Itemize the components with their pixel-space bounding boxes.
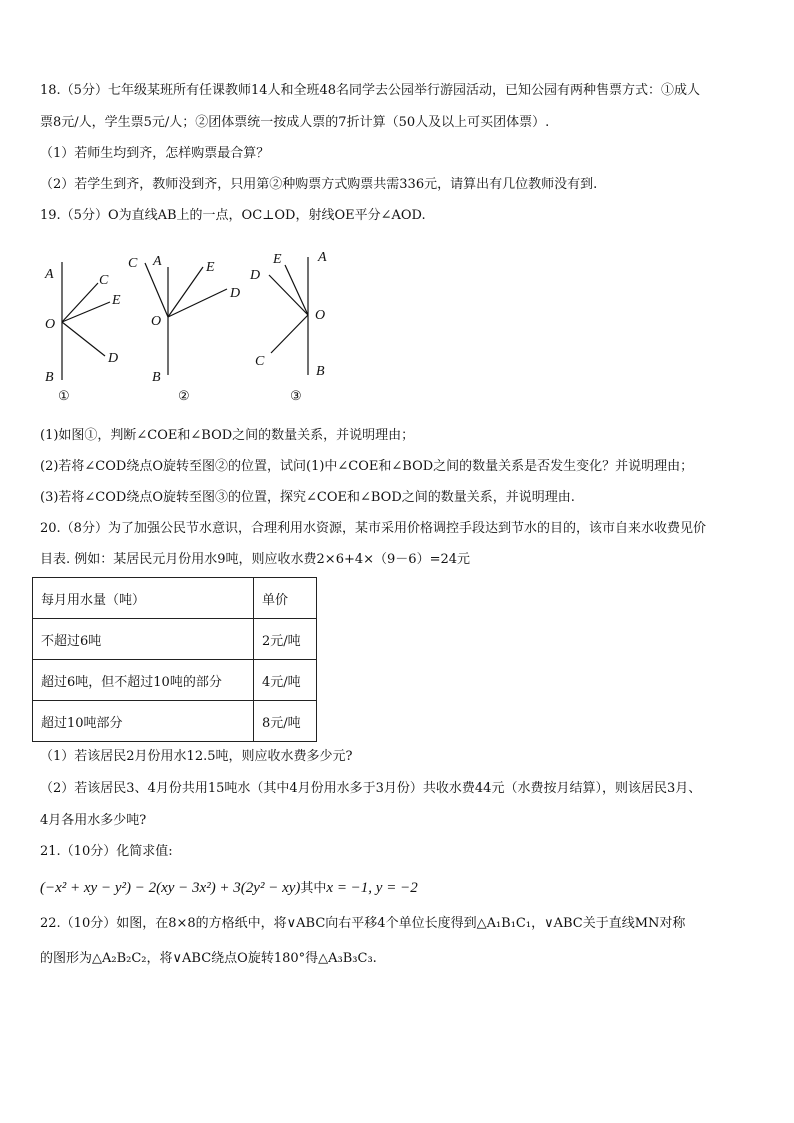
q22-line2: 的图形为△A₂B₂C₂，将∨ABC绕点O旋转180°得△A₃B₃C₃. bbox=[40, 951, 377, 966]
label-d: D bbox=[250, 268, 261, 283]
ray-od bbox=[168, 289, 227, 317]
ray-oc bbox=[145, 263, 168, 317]
figure-2 bbox=[120, 245, 260, 405]
label-c: C bbox=[128, 256, 138, 271]
label-d: D bbox=[108, 351, 119, 366]
q19-sub1: (1)如图①，判断∠COE和∠BOD之间的数量关系，并说明理由； bbox=[40, 428, 415, 443]
q20-line2: 目表. 例如：某居民元月份用水9吨，则应收水费2×6+4×（9－6）=24元 bbox=[40, 552, 471, 567]
usage-cell: 超过6吨，但不超过10吨的部分 bbox=[33, 660, 254, 701]
q21-cond-word: 其中 bbox=[300, 881, 327, 896]
q19-sub2: (2)若将∠COD绕点O旋转至图②的位置，试问(1)中∠COE和∠BOD之间的数量关系是否发生变化？并说明理由； bbox=[40, 459, 694, 474]
usage-cell: 超过10吨部分 bbox=[33, 701, 254, 742]
label-c: C bbox=[255, 354, 265, 369]
q18-line1: 18.（5分）七年级某班所有任课教师14人和全班48名同学去公园举行游园活动，已知公园有两种售票方式：①成人 bbox=[40, 83, 701, 98]
label-e: E bbox=[206, 260, 215, 275]
ray-oe bbox=[285, 265, 308, 315]
q22-line1: 22.（10分）如图，在8×8的方格纸中，将∨ABC向右平移4个单位长度得到△A₁B₁C₁，∨ABC关于直线MN对称 bbox=[40, 916, 686, 931]
q21-expression-line bbox=[40, 876, 418, 900]
figure-3 bbox=[245, 245, 355, 405]
q18-line2: 票8元/人，学生票5元/人；②团体票统一按成人票的7折计算（50人及以上可买团体票）. bbox=[40, 115, 550, 130]
ray-od bbox=[269, 275, 308, 315]
price-cell: 2元/吨 bbox=[254, 619, 317, 660]
header-usage: 每月用水量（吨） bbox=[33, 578, 254, 619]
q20-line1: 20.（8分）为了加强公民节水意识，合理利用水资源，某市采用价格调控手段达到节水的目的，该市自来水收费见价 bbox=[40, 521, 706, 536]
q18-sub1: （1）若师生均到齐，怎样购票最合算？ bbox=[40, 146, 270, 161]
ray-oe bbox=[168, 267, 203, 317]
label-c: C bbox=[99, 273, 109, 288]
label-a: A bbox=[153, 254, 162, 269]
price-cell: 8元/吨 bbox=[254, 701, 317, 742]
label-a: A bbox=[45, 267, 54, 282]
q19-line1: 19.（5分）O为直线AB上的一点，OC⊥OD，射线OE平分∠AOD. bbox=[40, 208, 426, 223]
figure-number: ② bbox=[178, 388, 190, 403]
label-o: O bbox=[45, 317, 56, 332]
q21-expression: (−x² + xy − y²) − 2(xy − 3x²) + 3(2y² − xy) bbox=[40, 880, 301, 896]
ray-oc bbox=[271, 315, 308, 353]
table-header-row bbox=[33, 578, 317, 619]
table-row bbox=[33, 660, 317, 701]
label-a: A bbox=[318, 250, 327, 265]
label-o: O bbox=[151, 314, 162, 329]
label-b: B bbox=[316, 364, 325, 379]
q21-condition: x = −1, y = −2 bbox=[326, 880, 418, 896]
q20-sub2b: 4月各用水多少吨? bbox=[40, 813, 147, 828]
ray-od bbox=[62, 322, 105, 356]
q18-sub2: （2）若学生到齐，教师没到齐，只用第②种购票方式购票共需336元，请算出有几位教师没有到. bbox=[40, 177, 598, 192]
figure-number: ① bbox=[58, 388, 70, 403]
ray-oc bbox=[62, 283, 98, 322]
q20-sub2a: （2）若该居民3、4月份共用15吨水（其中4月份用水多于3月份）共收水费44元（水费按月结算），则该居民3月、 bbox=[40, 781, 702, 796]
label-e: E bbox=[112, 293, 121, 308]
label-d: D bbox=[230, 286, 241, 301]
q20-sub1: （1）若该居民2月份用水12.5吨，则应收水费多少元? bbox=[40, 749, 353, 764]
label-o: O bbox=[315, 308, 326, 323]
ray-oe bbox=[62, 302, 110, 322]
water-price-table bbox=[32, 577, 317, 742]
header-price: 单价 bbox=[254, 578, 317, 619]
q21-line1: 21.（10分）化简求值: bbox=[40, 844, 173, 859]
figure-number: ③ bbox=[290, 388, 302, 403]
q19-sub3: (3)若将∠COD绕点O旋转至图③的位置，探究∠COE和∠BOD之间的数量关系，并说明理由. bbox=[40, 490, 575, 505]
label-b: B bbox=[152, 370, 161, 385]
label-b: B bbox=[45, 370, 54, 385]
price-cell: 4元/吨 bbox=[254, 660, 317, 701]
label-e: E bbox=[273, 252, 282, 267]
table-row bbox=[33, 701, 317, 742]
usage-cell: 不超过6吨 bbox=[33, 619, 254, 660]
table-row bbox=[33, 619, 317, 660]
